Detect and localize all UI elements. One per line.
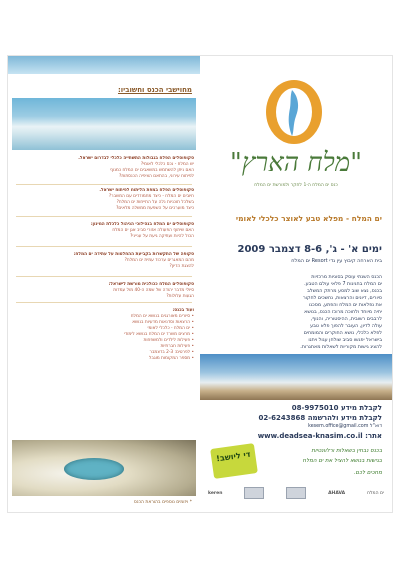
closing-line: בכנס נבחין בשאלות ורלוונטיות <box>311 448 382 454</box>
closing-line: בגישות בנושא להציל את ים המלח <box>302 458 382 464</box>
topic-title: סקופוסלים ים המלח בנהילוכי הניהול כלכלת המינון: <box>90 222 194 227</box>
body-line: עולה לדיון, העובר להפוך פלא טבע <box>310 324 382 329</box>
body-line: לפלא כלכלי, נושא החוקרים והמומחים <box>303 331 382 336</box>
website-info <box>202 432 382 440</box>
topic-block-2 <box>18 188 194 212</box>
website-label: אתר: <box>365 432 382 440</box>
phone-registration <box>202 414 382 422</box>
right-panel <box>200 56 392 512</box>
topic-line: חיובים ים המלח - כיצד מתמודדים עם המשבר? <box>108 194 194 199</box>
body-line: בישראל יפגשו סביב שולחן עגול ויתנו <box>308 338 382 343</box>
bullet-line: • מספר המקומות מוגבל <box>148 356 194 361</box>
sponsor-logo-box <box>244 487 264 499</box>
sponsor-logos <box>208 486 384 500</box>
bullet-line: • פעילות לילדים ולמשפחות <box>143 338 194 343</box>
salt-shore-photo <box>12 98 196 150</box>
email-info <box>202 424 382 429</box>
body-line: יחיה מיוחד ולחוכה מרוכז הכנס, בנושא <box>304 310 382 315</box>
body-line: להציג גישות מקוריות לשאלות מאתגרות. <box>300 345 382 350</box>
enough-badge <box>210 443 258 479</box>
phone-number[interactable]: 08-9975010 <box>291 404 339 412</box>
body-line: ים המלח בחגיגות 7 פלאי עולם הטבע. <box>304 282 382 287</box>
bullet-line: • הרצאות וסדנאות מדעיות בנושא <box>132 320 194 325</box>
divider <box>16 216 192 217</box>
topic-block-6 <box>18 308 194 362</box>
topic-block-1 <box>18 156 194 180</box>
topic-line: האם שיתוף הפעולה אזורי סביב אגן ים המלח <box>112 228 194 233</box>
body-line: הכנס השנתי עוסק בסוגיות מרכזיות <box>311 275 382 280</box>
divider <box>16 184 192 185</box>
photo-caption: * ויזומים נוספים בהוראת הכנס <box>133 500 192 505</box>
topic-line: כיצד מוערכים על השפעת ממשלה מלאים? <box>116 206 194 211</box>
phone-info <box>202 404 382 412</box>
topic-line: מהם המאגרים ערכוד עמית ים המלח? <box>124 258 194 263</box>
body-line: סיורים, דיונים והרצאות, נחשכים לחקור <box>303 296 382 301</box>
brand-title: "מלח הארץ" <box>229 148 363 178</box>
divider <box>16 246 192 247</box>
conference-tagline: ים המלח - מפלא טבע לאוצר כלכלי לאומי <box>235 214 382 223</box>
badge-text: די ליושב! <box>215 449 252 464</box>
intro-paragraph <box>210 274 382 351</box>
topic-block-4 <box>18 252 194 270</box>
phone-number[interactable]: 02-6243868 <box>258 414 306 422</box>
topic-title: סקופוסלים הפלח בגבולות התשתייה כלכלי לבדרום ישראל. <box>78 156 194 161</box>
sponsor-logo: keren <box>208 490 223 496</box>
divider <box>16 302 192 303</box>
topic-title: ועוד בכנס: <box>172 308 194 313</box>
topic-title: סקופה של התקשרות בקביעת ההחלטות על עתידה ים המלח: <box>73 252 194 257</box>
email-label: דוא"ל <box>369 424 382 429</box>
body-line: את נפלאות ים המלח והפתע, מסכנו <box>308 303 382 308</box>
left-heading: מחוישבי הכנס וחשוביו: <box>117 86 192 94</box>
email-link[interactable]: kesem.office@gmail.com <box>308 424 369 429</box>
dead-sea-beach-photo <box>200 354 392 400</box>
topic-title: סקופוסלים המלח ככולכית מורשת לישראל: <box>108 282 194 287</box>
salt-pool-photo <box>12 440 196 496</box>
conference-dates: ימים א' - ג', 8-6 דצמבר 2009 <box>237 244 382 255</box>
phone-label: לקבלת מידע ולהרשמה <box>307 414 382 422</box>
topic-block-3 <box>18 222 194 240</box>
phone-label: לקבלת מידע <box>340 404 382 412</box>
topic-line: סיולי מדבר יהודה של שמה ה-40 מול עמדות <box>113 288 194 293</box>
left-panel <box>8 56 200 512</box>
sponsor-logo: AHAVA <box>328 490 346 496</box>
body-line: לרבבים רשובית, ההיסטוריה, והנוף, <box>310 317 382 322</box>
bullet-line: • סיורים מאורגנים בנושא ים המלח <box>130 314 194 319</box>
brochure-sheet <box>8 56 392 512</box>
body-line: בכנס, נצא שוב למסע מרתק המשלב <box>307 289 382 294</box>
topic-line: יש המלח - נכס כלכלי לאומי? <box>140 162 194 167</box>
bullet-line: • פעילות חברתיות <box>160 344 194 349</box>
sponsor-logo-box <box>286 487 306 499</box>
topic-line: בשלכל תוכניות נלה על התייחות ים המלח? <box>116 200 194 205</box>
brand-subtitle: כנס ים המלח ה-1 לחקר ולמורשת ים המלח <box>254 183 338 188</box>
topic-title: סקופוסלים הפלח במפת הליתוח לפיתוח ישראל. <box>99 188 194 193</box>
topic-block-5 <box>18 282 194 300</box>
topic-line: לפיתוח עירוני, בהתאם הציפיה הכנסתות? <box>119 174 194 179</box>
conference-venue: בית הארחה קיבוץ עין גדי Resort ים המלח <box>291 258 382 264</box>
dead-sea-logo-icon <box>262 76 326 146</box>
sponsor-logo: ים המלח <box>367 490 384 496</box>
topic-line: הכול להיות ועתיקה גיעת על ענייני? <box>130 234 194 239</box>
bullet-line: • ים המלח - כלכלי לאומי <box>147 326 194 331</box>
sky-strip <box>8 56 200 74</box>
bullet-line: • מרצים משרד ים המלח בנושא לימודי <box>123 332 194 337</box>
bullet-line: • לפרטים: 2-3 בדצמבר <box>149 350 194 355</box>
website-link[interactable]: www.deadsea-knasim.co.il <box>257 432 363 440</box>
divider <box>16 276 192 277</box>
closing-line: מחכים לכם. <box>353 470 382 476</box>
topic-line: להצגת הדיון? <box>169 264 194 269</box>
topic-line: האם ניתן להשתמש במשאבים ים המלח כמנוף <box>110 168 194 173</box>
salt-pool <box>64 458 124 480</box>
topic-line: הגעות עלולות? <box>166 294 194 299</box>
